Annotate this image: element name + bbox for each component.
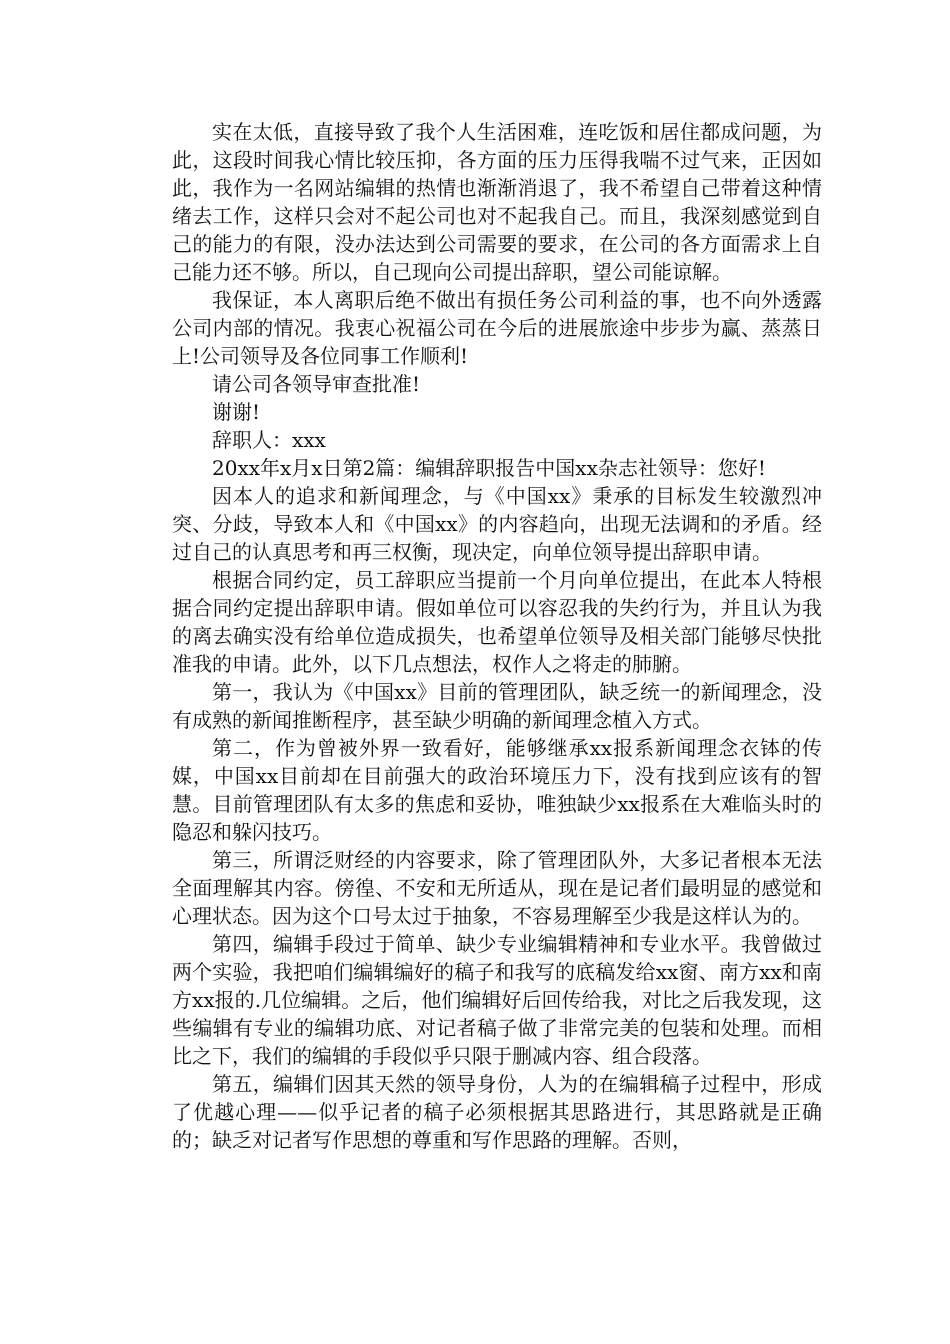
paragraph: 我保证，本人离职后绝不做出有损任务公司利益的事，也不向外透露公司内部的情况。我衷心祝福公司在今后的进展旅途中步步为赢、蒸蒸日上!公司领导及各位同事工作顺利! [172,288,822,368]
paragraph: 第一，我认为《中国xx》目前的管理团队，缺乏统一的新闻理念，没有成熟的新闻推断程序，甚至缺少明确的新闻理念植入方式。 [172,680,822,732]
paragraph: 因本人的追求和新闻理念，与《中国xx》秉承的目标发生较激烈冲突、分歧，导致本人和《中国xx》的内容趋向，出现无法调和的矛盾。经过自己的认真思考和再三权衡，现决定，向单位领导提出辞职申请。 [172,484,822,564]
paragraph: 实在太低，直接导致了我个人生活困难，连吃饭和居住都成问题，为此，这段时间我心情比较压抑，各方面的压力压得我喘不过气来，正因如此，我作为一名网站编辑的热情也渐渐消退了，我不希望自己带着这种情绪去工作，这样只会对不起公司也对不起我自己。而且，我深刻感觉到自己的能力的有限，没办法达到公司需要的要求，在公司的各方面需求上自己能力还不够。所以，自己现向公司提出辞职，望公司能谅解。 [172,120,822,284]
paragraph: 20xx年x月x日第2篇：编辑辞职报告中国xx杂志社领导：您好! [212,456,766,480]
document-body [172,118,822,1154]
paragraph: 第四，编辑手段过于简单、缺少专业编辑精神和专业水平。我曾做过两个实验，我把咱们编辑编好的稿子和我写的底稿发给xx窗、南方xx和南方xx报的.几位编辑。之后，他们编辑好后回传给我，对比之后我发现，这些编辑有专业的编辑功底、对记者稿子做了非常完美的包装和处理。而相比之下，我们的编辑的手段似乎只限于删减内容、组合段落。 [172,932,822,1068]
paragraph: 第五，编辑们因其天然的领导身份，人为的在编辑稿子过程中，形成了优越心理——似乎记者的稿子必须根据其思路进行，其思路就是正确的；缺乏对记者写作思想的尊重和写作思路的理解。否则， [172,1072,822,1152]
paragraph: 辞职人：xxx [212,428,326,452]
paragraph: 第二，作为曾被外界一致看好，能够继承xx报系新闻理念衣钵的传媒，中国xx目前却在目前强大的政治环境压力下，没有找到应该有的智慧。目前管理团队有太多的焦虑和妥协，唯独缺少xx报系在大难临头时的隐忍和躲闪技巧。 [172,736,822,844]
paragraph: 根据合同约定，员工辞职应当提前一个月向单位提出，在此本人特根据合同约定提出辞职申请。假如单位可以容忍我的失约行为，并且认为我的离去确实没有给单位造成损失，也希望单位领导及相关部门能够尽快批准我的申请。此外，以下几点想法，权作人之将走的肺腑。 [172,568,822,676]
paragraph: 第三，所谓泛财经的内容要求，除了管理团队外，大多记者根本无法全面理解其内容。傍徨、不安和无所适从，现在是记者们最明显的感觉和心理状态。因为这个口号太过于抽象，不容易理解至少我是这样认为的。 [172,848,822,928]
paragraph: 谢谢! [212,400,261,424]
paragraph: 请公司各领导审查批准! [212,372,421,396]
